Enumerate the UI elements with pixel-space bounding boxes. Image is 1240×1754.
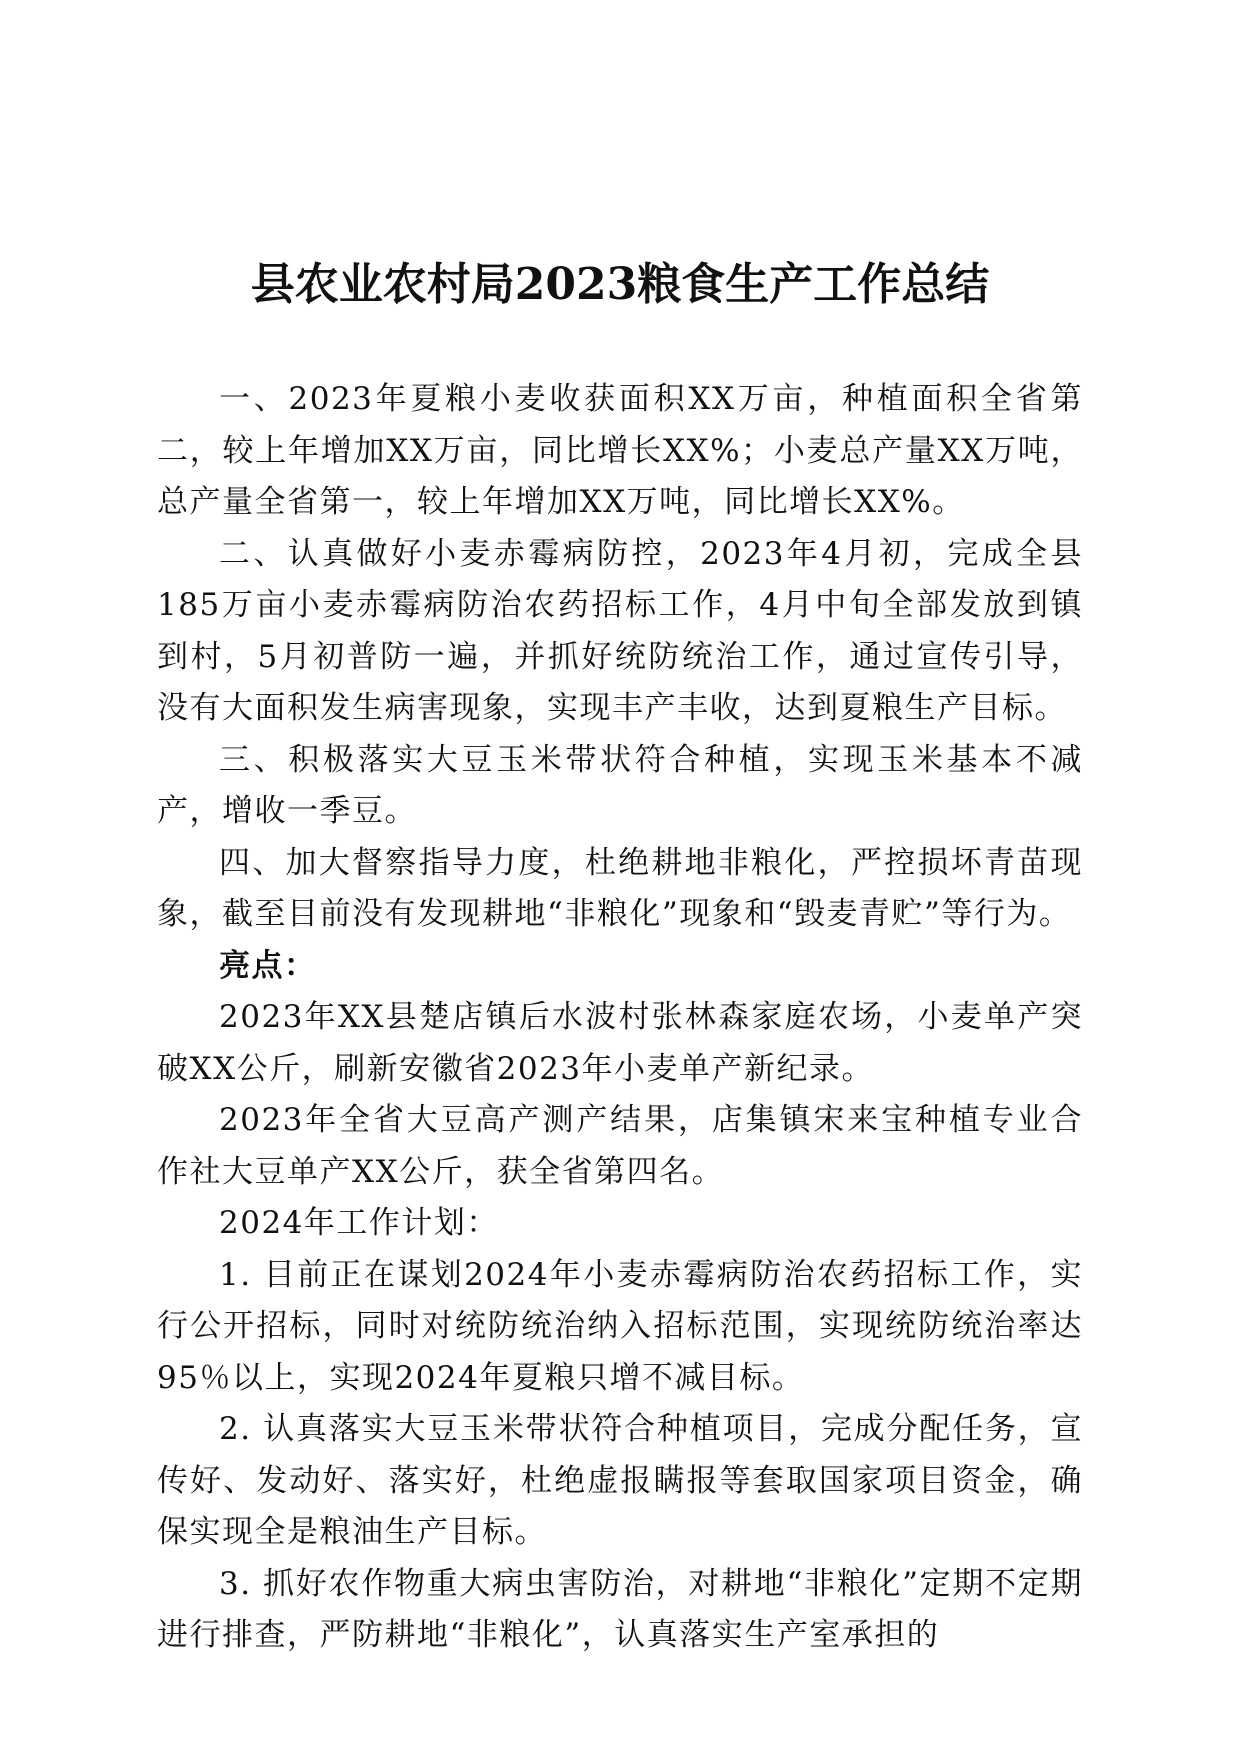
paragraph-disease-control: 二、认真做好小麦赤霉病防控，2023年4月初，完成全县185万亩小麦赤霉病防治农药招标工作，4月中旬全部发放到镇到村，5月初普防一遍，并抓好统防统治工作，通过宣传引导，没有大面积发生病害现象，实现丰产丰收，达到夏粮生产目标。	[157, 535, 1083, 726]
plan-heading: 2024年工作计划：	[219, 1205, 499, 1241]
paragraph-highlight-soybean: 2023年全省大豆高产测产结果，店集镇宋来宝种植专业合作社大豆单产XX公斤，获全省第四名。	[157, 1102, 1083, 1190]
paragraph-supervision: 四、加大督察指导力度，杜绝耕地非粮化，严控损坏青苗现象，截至目前没有发现耕地“非粮化”现象和“毁麦青贮”等行为。	[157, 844, 1083, 932]
plan-item-1: 1. 目前正在谋划2024年小麦赤霉病防治农药招标工作，实行公开招标，同时对统防统治纳入招标范围，实现统防统治率达95％以上，实现2024年夏粮只增不减目标。	[157, 1256, 1083, 1396]
plan-item-3: 3. 抓好农作物重大病虫害防治，对耕地“非粮化”定期不定期进行排查，严防耕地“非粮化”，认真落实生产室承担的	[157, 1565, 1083, 1653]
document-title: 县农业农村局2023粮食生产工作总结	[250, 259, 990, 310]
paragraph-strip-planting: 三、积极落实大豆玉米带状符合种植，实现玉米基本不减产，增收一季豆。	[157, 741, 1083, 829]
paragraph-highlight-wheat: 2023年XX县楚店镇后水波村张林森家庭农场，小麦单产突破XX公斤，刷新安徽省2023年小麦单产新纪录。	[157, 999, 1083, 1087]
plan-item-2: 2. 认真落实大豆玉米带状符合种植项目，完成分配任务，宣传好、发动好、落实好，杜绝虚报瞒报等套取国家项目资金，确保实现全是粮油生产目标。	[157, 1411, 1083, 1550]
highlights-heading: 亮点：	[219, 947, 317, 984]
document-body	[157, 374, 1083, 1662]
paragraph-summary-wheat: 一、2023年夏粮小麦收获面积XX万亩，种植面积全省第二，较上年增加XX万亩，同比增长XX%；小麦总产量XX万吨，总产量全省第一，较上年增加XX万吨，同比增长XX%。	[157, 381, 1083, 520]
